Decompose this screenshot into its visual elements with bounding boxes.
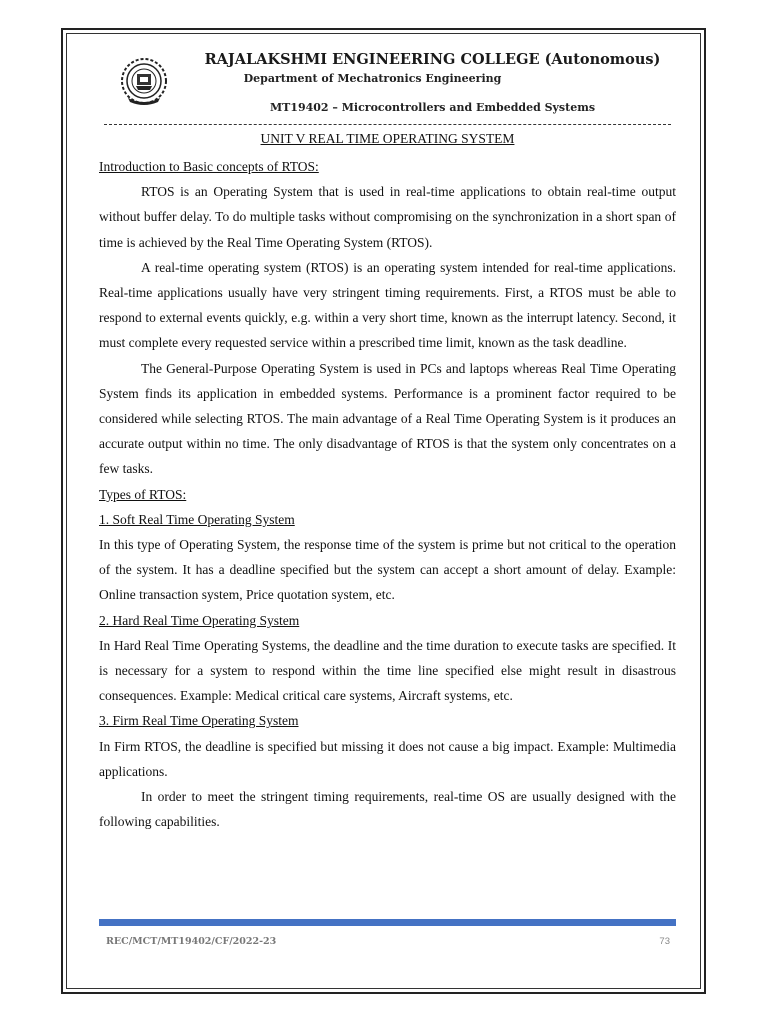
page-number: 73: [659, 936, 670, 947]
paragraph-intro: RTOS is an Operating System that is used in real-time applications to obtain real-time output without buffer delay. To do multiple tasks without compromising on the synchronization in a short span of time is achieved by the Real Time Operating System (RTOS).: [99, 184, 676, 250]
footer-bar: [99, 919, 676, 926]
soft-rtos-text: In this type of Operating System, the response time of the system is prime but not critical to the operation of the system. It has a deadline specified but the system can accept a short amount of delay. Example: Online transaction system, Price quotation system, etc.: [99, 537, 676, 603]
firm-rtos-heading: 3. Firm Real Time Operating System: [99, 713, 299, 729]
hard-rtos-heading: 2. Hard Real Time Operating System: [99, 612, 300, 628]
college-name: RAJALAKSHMI ENGINEERING COLLEGE (Autonomous): [204, 51, 661, 68]
unit-title: UNIT V REAL TIME OPERATING SYSTEM: [260, 131, 515, 146]
document-body: [99, 154, 676, 834]
paragraph-comparison: The General-Purpose Operating System is used in PCs and laptops whereas Real Time Operating System finds its application in embedded systems. Performance is a prominent factor required to be considered while selecting RTOS. The main advantage of a Real Time Operating System is it produces an accurate output within no time. The only disadvantage of RTOS is that the system only concentrates on a few tasks.: [99, 360, 676, 477]
department-name: Department of Mechatronics Engineering: [243, 72, 502, 85]
intro-heading: Introduction to Basic concepts of RTOS:: [99, 159, 319, 174]
hard-rtos-text: In Hard Real Time Operating Systems, the deadline and the time duration to execute tasks are specified. It is necessary for a system to respond within the time line specified else might result in disastrous consequences. Example: Medical critical care systems, Aircraft systems, etc.: [99, 637, 676, 704]
types-heading: Types of RTOS:: [99, 486, 187, 502]
paragraph-definition: A real-time operating system (RTOS) is an operating system intended for real-time applications. Real-time applications usually have very stringent timing requirements. First, a RTOS must be able to respond to external events quickly, e.g. within a very short time, known as the interrupt latency. Second, it must complete every requested service within a prescribed time limit, known as the task deadline.: [99, 259, 676, 351]
closing-paragraph: In order to meet the stringent timing requirements, real-time OS are usually designed with the following capabilities.: [99, 789, 676, 830]
firm-rtos-text: In Firm RTOS, the deadline is specified but missing it does not cause a big impact. Example: Multimedia applications.: [99, 738, 676, 779]
college-crest-icon: [118, 56, 170, 108]
header-divider: [104, 124, 671, 125]
course-title: MT19402 – Microcontrollers and Embedded Systems: [269, 101, 596, 114]
footer-document-code: REC/MCT/MT19402/CF/2022-23: [106, 936, 277, 947]
soft-rtos-heading: 1. Soft Real Time Operating System: [99, 511, 295, 527]
